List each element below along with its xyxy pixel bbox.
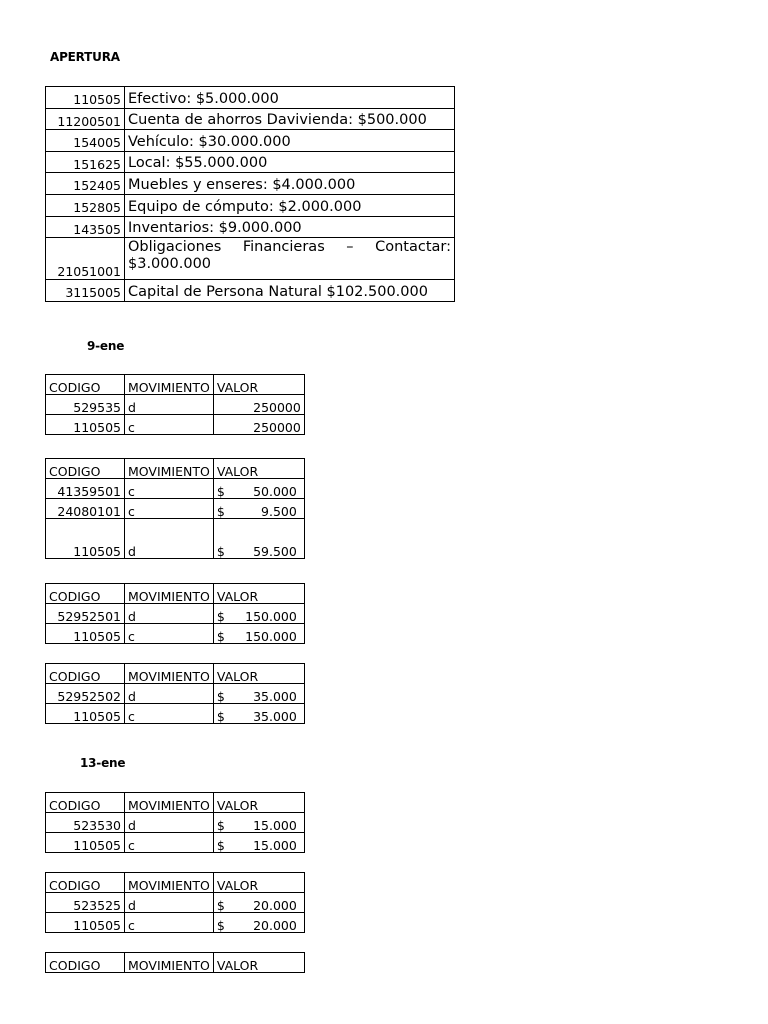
codigo-header: CODIGO xyxy=(46,459,125,479)
valor-header: VALOR xyxy=(213,873,304,893)
table-header-row xyxy=(46,793,305,813)
table-row xyxy=(46,519,305,559)
amount-cell xyxy=(213,833,304,853)
currency-symbol: $ xyxy=(216,483,225,499)
amount: 35.000 xyxy=(253,708,297,724)
journal-table xyxy=(45,952,305,973)
table-row xyxy=(46,913,305,933)
amount: 20.000 xyxy=(253,897,297,913)
currency-symbol: $ xyxy=(216,543,225,559)
table-row xyxy=(46,108,455,130)
codigo-header: CODIGO xyxy=(46,793,125,813)
movement-type: c xyxy=(125,499,214,519)
account-code: 110505 xyxy=(46,833,125,853)
valor-header: VALOR xyxy=(213,953,304,973)
movement-type: d xyxy=(125,684,214,704)
valor-header: VALOR xyxy=(213,793,304,813)
amount: 50.000 xyxy=(253,483,297,499)
amount: 250000 xyxy=(213,415,304,435)
table-header-row xyxy=(46,375,305,395)
table-row xyxy=(46,130,455,152)
account-code: 529535 xyxy=(46,395,125,415)
movimiento-header: MOVIMIENTO xyxy=(125,873,214,893)
table-row xyxy=(46,893,305,913)
account-description: Obligaciones Financieras – Contactar: $3.000.000 xyxy=(125,238,455,280)
movimiento-header: MOVIMIENTO xyxy=(125,793,214,813)
currency-symbol: $ xyxy=(216,708,225,724)
table-row xyxy=(46,624,305,644)
amount: 9.500 xyxy=(261,503,297,519)
apertura-table xyxy=(45,86,455,302)
movement-type: d xyxy=(125,395,214,415)
account-description: Equipo de cómputo: $2.000.000 xyxy=(125,194,455,216)
account-code: 24080101 xyxy=(46,499,125,519)
movimiento-header: MOVIMIENTO xyxy=(125,584,214,604)
amount-cell xyxy=(213,604,304,624)
table-row xyxy=(46,813,305,833)
table-row xyxy=(46,604,305,624)
table-row xyxy=(46,833,305,853)
table-header-row xyxy=(46,459,305,479)
table-row xyxy=(46,395,305,415)
account-description: Inventarios: $9.000.000 xyxy=(125,216,455,238)
account-code: 11200501 xyxy=(46,108,125,130)
table-header-row xyxy=(46,873,305,893)
amount: 250000 xyxy=(213,395,304,415)
movimiento-header: MOVIMIENTO xyxy=(125,953,214,973)
journal-table xyxy=(45,458,305,559)
account-code: 152405 xyxy=(46,173,125,195)
table-header-row xyxy=(46,584,305,604)
currency-symbol: $ xyxy=(216,897,225,913)
currency-symbol: $ xyxy=(216,817,225,833)
amount-cell xyxy=(213,624,304,644)
movement-type: d xyxy=(125,519,214,559)
account-code: 110505 xyxy=(46,704,125,724)
amount-cell xyxy=(213,704,304,724)
section-date: 9-ene xyxy=(87,339,125,353)
account-code: 52952501 xyxy=(46,604,125,624)
account-description: Vehículo: $30.000.000 xyxy=(125,130,455,152)
table-header-row xyxy=(46,953,305,973)
movement-type: c xyxy=(125,624,214,644)
amount-cell xyxy=(213,479,304,499)
currency-symbol: $ xyxy=(216,608,225,624)
movimiento-header: MOVIMIENTO xyxy=(125,459,214,479)
valor-header: VALOR xyxy=(213,664,304,684)
table-row xyxy=(46,499,305,519)
account-code: 110505 xyxy=(46,519,125,559)
journal-table xyxy=(45,583,305,644)
movement-type: c xyxy=(125,913,214,933)
movement-type: c xyxy=(125,704,214,724)
apertura-title: APERTURA xyxy=(50,50,120,64)
account-code: 52952502 xyxy=(46,684,125,704)
account-code: 143505 xyxy=(46,216,125,238)
codigo-header: CODIGO xyxy=(46,953,125,973)
amount: 150.000 xyxy=(245,608,297,624)
codigo-header: CODIGO xyxy=(46,873,125,893)
table-row xyxy=(46,216,455,238)
account-code: 110505 xyxy=(46,913,125,933)
movement-type: c xyxy=(125,479,214,499)
account-description: Muebles y enseres: $4.000.000 xyxy=(125,173,455,195)
amount: 15.000 xyxy=(253,817,297,833)
account-code: 152805 xyxy=(46,194,125,216)
table-row xyxy=(46,280,455,302)
account-description: Local: $55.000.000 xyxy=(125,151,455,173)
table-row xyxy=(46,194,455,216)
account-code: 110505 xyxy=(46,415,125,435)
codigo-header: CODIGO xyxy=(46,664,125,684)
account-code: 523530 xyxy=(46,813,125,833)
account-code: 110505 xyxy=(46,87,125,109)
amount: 150.000 xyxy=(245,628,297,644)
codigo-header: CODIGO xyxy=(46,375,125,395)
movimiento-header: MOVIMIENTO xyxy=(125,375,214,395)
valor-header: VALOR xyxy=(213,375,304,395)
currency-symbol: $ xyxy=(216,688,225,704)
journal-table xyxy=(45,663,305,724)
movement-type: d xyxy=(125,604,214,624)
movement-type: c xyxy=(125,833,214,853)
account-code: 21051001 xyxy=(46,238,125,280)
currency-symbol: $ xyxy=(216,628,225,644)
amount-cell xyxy=(213,684,304,704)
journal-table xyxy=(45,374,305,435)
currency-symbol: $ xyxy=(216,917,225,933)
account-code: 3115005 xyxy=(46,280,125,302)
amount-cell xyxy=(213,913,304,933)
movimiento-header: MOVIMIENTO xyxy=(125,664,214,684)
account-code: 151625 xyxy=(46,151,125,173)
table-row xyxy=(46,151,455,173)
table-row xyxy=(46,173,455,195)
amount-cell xyxy=(213,519,304,559)
amount-cell xyxy=(213,499,304,519)
account-description: Efectivo: $5.000.000 xyxy=(125,87,455,109)
amount: 20.000 xyxy=(253,917,297,933)
account-description: Cuenta de ahorros Davivienda: $500.000 xyxy=(125,108,455,130)
account-code: 110505 xyxy=(46,624,125,644)
currency-symbol: $ xyxy=(216,837,225,853)
section-date: 13-ene xyxy=(80,756,126,770)
amount-cell xyxy=(213,893,304,913)
valor-header: VALOR xyxy=(213,459,304,479)
table-row xyxy=(46,415,305,435)
movement-type: c xyxy=(125,415,214,435)
amount: 35.000 xyxy=(253,688,297,704)
table-row xyxy=(46,704,305,724)
movement-type: d xyxy=(125,813,214,833)
valor-header: VALOR xyxy=(213,584,304,604)
account-code: 41359501 xyxy=(46,479,125,499)
table-row xyxy=(46,87,455,109)
journal-table xyxy=(45,792,305,853)
amount: 15.000 xyxy=(253,837,297,853)
account-code: 523525 xyxy=(46,893,125,913)
amount: 59.500 xyxy=(253,543,297,559)
journal-table xyxy=(45,872,305,933)
table-row xyxy=(46,238,455,280)
table-header-row xyxy=(46,664,305,684)
amount-cell xyxy=(213,813,304,833)
movement-type: d xyxy=(125,893,214,913)
codigo-header: CODIGO xyxy=(46,584,125,604)
account-description: Capital de Persona Natural $102.500.000 xyxy=(125,280,455,302)
table-row xyxy=(46,479,305,499)
currency-symbol: $ xyxy=(216,503,225,519)
table-row xyxy=(46,684,305,704)
account-code: 154005 xyxy=(46,130,125,152)
